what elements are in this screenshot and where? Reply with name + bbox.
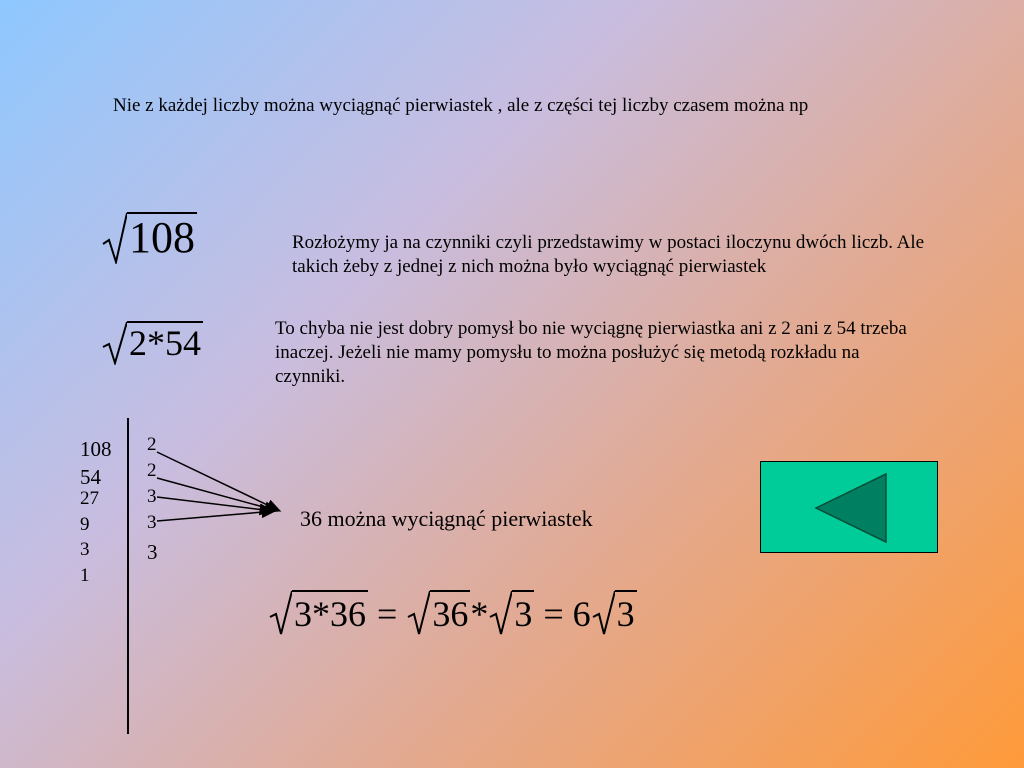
factor-number: 1 bbox=[80, 565, 90, 586]
prime-factor: 3 bbox=[147, 512, 157, 533]
equals-sign: = bbox=[543, 594, 564, 634]
factor-number: 108 bbox=[80, 437, 112, 461]
factor-number: 27 bbox=[80, 488, 99, 509]
arrow-line bbox=[157, 511, 275, 521]
radical-sign-icon bbox=[591, 590, 615, 636]
sqrt-symbol bbox=[591, 590, 637, 636]
coefficient: 6 bbox=[572, 594, 591, 634]
arrow-line bbox=[157, 478, 278, 511]
back-arrow-icon bbox=[761, 462, 939, 554]
caption-36: 36 można wyciągnąć pierwiastek bbox=[300, 506, 593, 531]
prime-factor: 2 bbox=[147, 434, 157, 455]
radicand: 3 bbox=[512, 590, 534, 636]
radicand: 36 bbox=[430, 590, 470, 636]
sqrt-symbol bbox=[268, 590, 368, 636]
radicand-2x54: 2*54 bbox=[129, 323, 201, 363]
radical-sign-icon bbox=[268, 590, 292, 636]
sqrt-symbol bbox=[488, 590, 534, 636]
bad-idea-explanation: To chyba nie jest dobry pomysł bo nie wyciągnę pierwiastka ani z 2 ani z 54 trzeba inaczej. Jeżeli nie mamy pomysłu to można posłużyć się metodą rozkładu na czynniki. bbox=[275, 318, 907, 387]
times-sign: * bbox=[470, 594, 489, 634]
sqrt-symbol bbox=[406, 590, 470, 636]
prime-factor: 2 bbox=[147, 460, 157, 481]
radicand: 3 bbox=[615, 590, 637, 636]
factor-number: 9 bbox=[80, 514, 90, 535]
factor-explanation: Rozłożymy ja na czynniki czyli przedstawimy w postaci iloczynu dwóch liczb. Ale takich żeby z jednej z nich można było wyciągnąć pierwiastek bbox=[292, 232, 925, 277]
intro-text: Nie z każdej liczby można wyciągnąć pierwiastek , ale z części tej liczby czasem można np bbox=[113, 95, 809, 116]
radicand-108: 108 bbox=[129, 213, 195, 262]
radicand: 3*36 bbox=[292, 590, 368, 636]
radical-sign-icon bbox=[488, 590, 512, 636]
factor-number: 54 bbox=[80, 465, 101, 489]
factor-number: 3 bbox=[80, 539, 90, 560]
prime-factor: 3 bbox=[147, 486, 157, 507]
back-button[interactable] bbox=[760, 461, 938, 553]
equals-sign: = bbox=[377, 594, 398, 634]
prime-factor: 3 bbox=[147, 540, 158, 564]
final-equation bbox=[268, 590, 637, 636]
radical-sign-icon bbox=[406, 590, 430, 636]
arrow-line bbox=[157, 452, 280, 511]
